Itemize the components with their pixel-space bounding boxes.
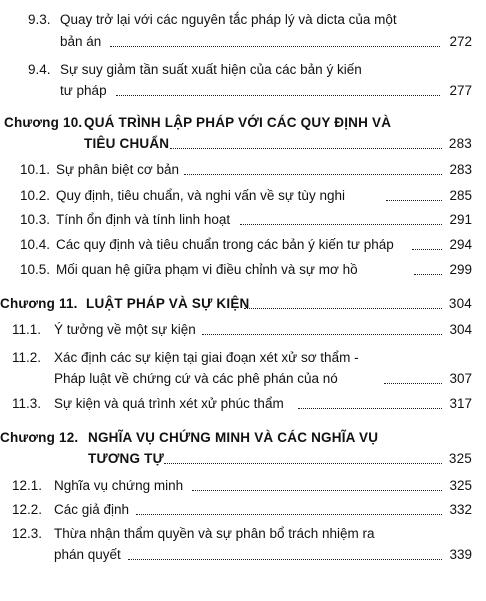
dot-leader [202, 334, 442, 335]
page-number: 277 [449, 83, 472, 98]
page-number: 325 [449, 478, 472, 493]
toc-entry-12-3[interactable] [0, 522, 474, 566]
section-title: Các giả định [54, 502, 130, 517]
page-number: 283 [449, 162, 472, 177]
chapter-label: Chương 12. [0, 430, 79, 445]
toc-entry-11-1[interactable] [0, 318, 474, 340]
page-number: 299 [449, 262, 472, 277]
section-number: 11.2. [12, 350, 42, 365]
section-number: 12.3. [12, 526, 43, 541]
dot-leader [184, 174, 442, 175]
section-title-line1: Sự suy giảm tần suất xuất hiện của các bản ý kiến [60, 62, 362, 77]
page-number: 285 [449, 188, 472, 203]
section-title-line2: Pháp luật về chứng cứ và các phê phán của nó [54, 371, 338, 386]
section-number: 9.4. [28, 62, 51, 77]
toc-entry-10-2[interactable] [0, 184, 474, 206]
dot-leader [298, 408, 442, 409]
section-number: 12.2. [12, 502, 43, 517]
dot-leader [116, 95, 440, 96]
toc-entry-10-5[interactable] [0, 258, 474, 280]
chapter-title-line2: TIÊU CHUẨN [84, 136, 170, 151]
chapter-label: Chương 11. [0, 296, 78, 311]
chapter-title-line1: QUÁ TRÌNH LẬP PHÁP VỚI CÁC QUY ĐỊNH VÀ [84, 115, 392, 130]
page-number: 272 [449, 34, 472, 49]
chapter-title: LUẬT PHÁP VÀ SỰ KIỆN [86, 296, 250, 311]
dot-leader [136, 514, 442, 515]
page-number: 339 [449, 547, 472, 562]
dot-leader [244, 308, 442, 309]
page-number: 325 [448, 451, 472, 466]
page-number: 332 [449, 502, 472, 517]
section-number: 11.3. [12, 396, 42, 411]
page-number: 307 [449, 371, 472, 386]
page-number: 283 [448, 136, 472, 151]
toc-entry-10-4[interactable] [0, 233, 474, 255]
dot-leader [414, 274, 442, 275]
dot-leader [128, 559, 442, 560]
dot-leader [110, 46, 440, 47]
chapter-title-line2: TƯƠNG TỰ [88, 451, 165, 466]
section-title: Mối quan hệ giữa phạm vi điều chỉnh và sự mơ hồ [56, 262, 358, 277]
section-title-line1: Thừa nhận thẩm quyền và sự phân bổ trách nhiệm ra [54, 526, 375, 541]
page-number: 291 [449, 212, 472, 227]
section-number: 10.5. [20, 262, 51, 277]
section-title: Tính ổn định và tính linh hoạt [56, 212, 231, 227]
toc-entry-10-3[interactable] [0, 208, 474, 230]
toc-entry-9-3[interactable] [18, 8, 474, 52]
section-title-line1: Quay trở lại với các nguyên tắc pháp lý và dicta của một [60, 12, 397, 27]
section-number: 10.4. [20, 237, 51, 252]
dot-leader [164, 463, 442, 464]
toc-entry-12-1[interactable] [0, 474, 474, 496]
section-number: 11.1. [12, 322, 42, 337]
section-number: 10.1. [20, 162, 51, 177]
chapter-label: Chương 10. [4, 115, 83, 130]
toc-chapter-11[interactable] [0, 292, 474, 314]
section-number: 9.3. [28, 12, 51, 27]
dot-leader [384, 383, 442, 384]
section-title: Các quy định và tiêu chuẩn trong các bản ý kiến tư pháp [56, 237, 394, 252]
section-title: Sự kiện và quá trình xét xử phúc thẩm [54, 396, 284, 411]
page-number: 304 [449, 322, 472, 337]
section-title: Quy định, tiêu chuẩn, và nghi vấn về sự tùy nghi [56, 188, 345, 203]
chapter-title-line1: NGHĨA VỤ CHỨNG MINH VÀ CÁC NGHĨA VỤ [88, 430, 379, 445]
section-title-line2: tư pháp [60, 83, 107, 98]
dot-leader [412, 249, 442, 250]
section-title-line1: Xác định các sự kiện tại giai đoạn xét xử sơ thẩm - [54, 350, 359, 365]
section-number: 12.1. [12, 478, 43, 493]
toc-entry-11-3[interactable] [0, 392, 474, 414]
section-title: Ý tưởng về một sự kiện [54, 322, 196, 337]
toc-entry-12-2[interactable] [0, 498, 474, 520]
page-number: 317 [449, 396, 472, 411]
toc-entry-9-4[interactable] [18, 56, 474, 100]
section-number: 10.3. [20, 212, 51, 227]
dot-leader [192, 490, 442, 491]
dot-leader [170, 148, 442, 149]
section-title: Sự phân biệt cơ bản [56, 162, 179, 177]
page-number: 304 [448, 296, 472, 311]
dot-leader [386, 200, 442, 201]
toc-entry-10-1[interactable] [0, 158, 474, 180]
section-title-line2: bản án [60, 34, 102, 49]
toc-entry-11-2[interactable] [0, 346, 474, 390]
section-number: 10.2. [20, 188, 51, 203]
page-number: 294 [449, 237, 472, 252]
dot-leader [240, 224, 442, 225]
section-title: Nghĩa vụ chứng minh [54, 478, 184, 493]
section-title-line2: phán quyết [54, 547, 121, 562]
toc-chapter-12[interactable] [0, 426, 474, 470]
toc-chapter-10[interactable] [0, 110, 474, 154]
